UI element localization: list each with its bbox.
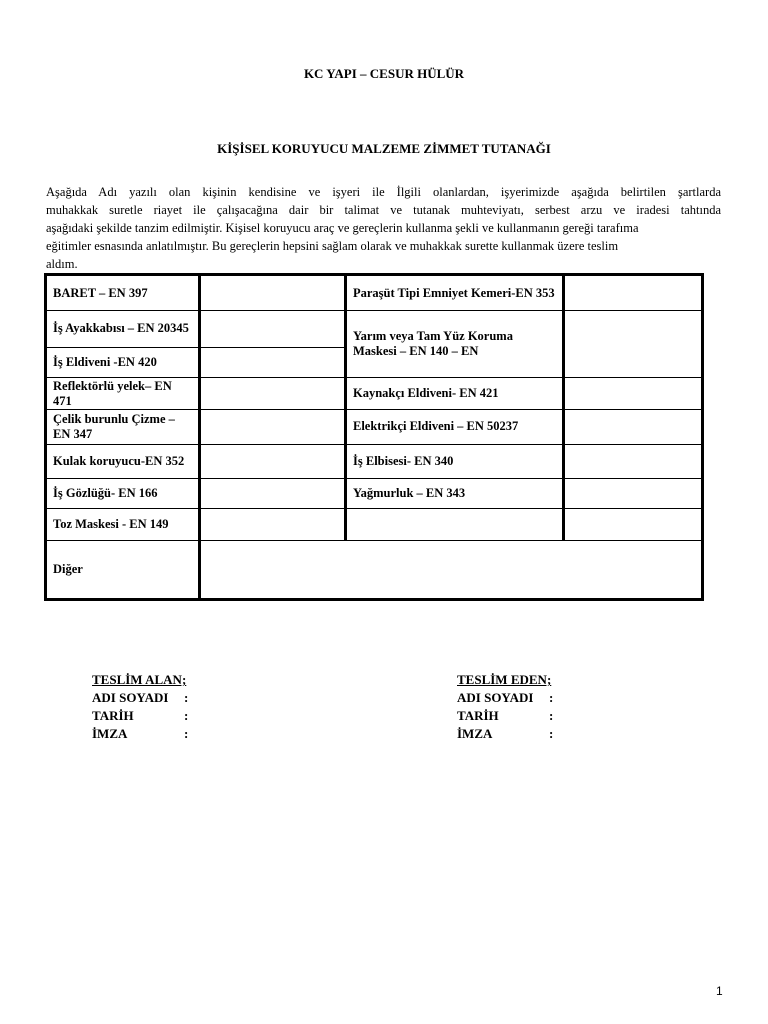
ppe-check-cell[interactable] (200, 444, 346, 478)
document-title: KİŞİSEL KORUYUCU MALZEME ZİMMET TUTANAĞI (217, 141, 551, 156)
ppe-item-label: Elektrikçi Eldiveni – EN 50237 (346, 410, 564, 444)
ppe-check-cell[interactable] (564, 478, 703, 508)
field-label: ADI SOYADI (92, 690, 169, 705)
receiver-signature-block (92, 671, 188, 743)
ppe-check-cell[interactable] (200, 478, 346, 508)
giver-date-row[interactable] (457, 707, 553, 725)
ppe-check-cell[interactable] (200, 509, 346, 541)
intro-line: aldım. (46, 257, 78, 271)
ppe-item-label: Toz Maskesi - EN 149 (46, 509, 200, 541)
page-number: 1 (716, 984, 723, 998)
giver-name-row[interactable] (457, 689, 553, 707)
receiver-name-row[interactable] (92, 689, 188, 707)
ppe-item-label: İş Gözlüğü- EN 166 (46, 478, 200, 508)
ppe-item-label: İş Elbisesi- EN 340 (346, 444, 564, 478)
field-separator: : (184, 708, 189, 723)
intro-line: aşağıdaki şekilde tanzim edilmiştir. Kişisel koruyucu araç ve gereçlerin kullanma şekli ve kullanmanın gereği tarafıma (46, 221, 639, 235)
ppe-item-label: Kaynakçı Eldiveni- EN 421 (346, 377, 564, 409)
ppe-item-label: Çelik burunlu Çizme – EN 347 (46, 410, 200, 444)
field-separator: : (549, 726, 554, 741)
ppe-check-cell[interactable] (200, 347, 346, 377)
ppe-check-cell[interactable] (564, 377, 703, 409)
table-row (46, 311, 703, 347)
ppe-check-cell[interactable] (200, 275, 346, 311)
intro-paragraph (46, 183, 721, 273)
field-separator: : (184, 726, 189, 741)
table-row (46, 541, 703, 600)
table-row (46, 509, 703, 541)
company-name: KC YAPI – CESUR HÜLÜR (303, 66, 465, 81)
field-separator: : (184, 690, 189, 705)
receiver-date-row[interactable] (92, 707, 188, 725)
giver-signature-block (457, 671, 553, 743)
ppe-item-label: Yarım veya Tam Yüz Koruma Maskesi – EN 140 – EN (346, 311, 564, 378)
intro-line: muhakkak suretle riayet ile çalışacağına dair bir talimat ve tutanak muhteviyatı, serbest arzu ve iradesi tahtında (46, 203, 721, 217)
table-row (46, 377, 703, 409)
table-row (46, 275, 703, 311)
table-row (46, 410, 703, 444)
ppe-table (44, 273, 704, 601)
ppe-item-label: Yağmurluk – EN 343 (346, 478, 564, 508)
ppe-item-label: Reflektörlü yelek– EN 471 (46, 377, 200, 409)
ppe-item-label: Kulak koruyucu-EN 352 (46, 444, 200, 478)
field-label: TARİH (457, 708, 499, 723)
ppe-check-cell[interactable] (564, 311, 703, 378)
ppe-item-label: İş Eldiveni -EN 420 (46, 347, 200, 377)
field-label: ADI SOYADI (457, 690, 534, 705)
receiver-heading: TESLİM ALAN; (92, 672, 187, 687)
field-separator: : (549, 708, 554, 723)
ppe-check-cell[interactable] (564, 444, 703, 478)
ppe-check-cell[interactable] (564, 509, 703, 541)
other-items-field[interactable] (200, 541, 703, 600)
intro-line: Aşağıda Adı yazılı olan kişinin kendisine ve işyeri ile İlgili olanlardan, işyerimizde aşağıda belirtilen şartlarda (46, 185, 721, 199)
ppe-item-label: İş Ayakkabısı – EN 20345 (46, 311, 200, 347)
ppe-check-cell[interactable] (564, 275, 703, 311)
field-label: İMZA (92, 726, 128, 741)
receiver-signature-row[interactable] (92, 725, 188, 743)
ppe-empty-cell[interactable] (346, 509, 564, 541)
giver-signature-row[interactable] (457, 725, 553, 743)
intro-line: eğitimler esnasında anlatılmıştır. Bu gereçlerin hepsini sağlam olarak ve muhakkak surette kullanmak üzere teslim (46, 239, 619, 253)
ppe-check-cell[interactable] (564, 410, 703, 444)
ppe-check-cell[interactable] (200, 377, 346, 409)
field-label: TARİH (92, 708, 134, 723)
ppe-item-label: Diğer (46, 541, 200, 600)
ppe-item-label: BARET – EN 397 (46, 275, 200, 311)
ppe-item-label: Paraşüt Tipi Emniyet Kemeri-EN 353 (346, 275, 564, 311)
ppe-check-cell[interactable] (200, 311, 346, 347)
field-label: İMZA (457, 726, 493, 741)
giver-heading: TESLİM EDEN; (457, 672, 552, 687)
table-row (46, 478, 703, 508)
table-row (46, 444, 703, 478)
ppe-check-cell[interactable] (200, 410, 346, 444)
field-separator: : (549, 690, 554, 705)
